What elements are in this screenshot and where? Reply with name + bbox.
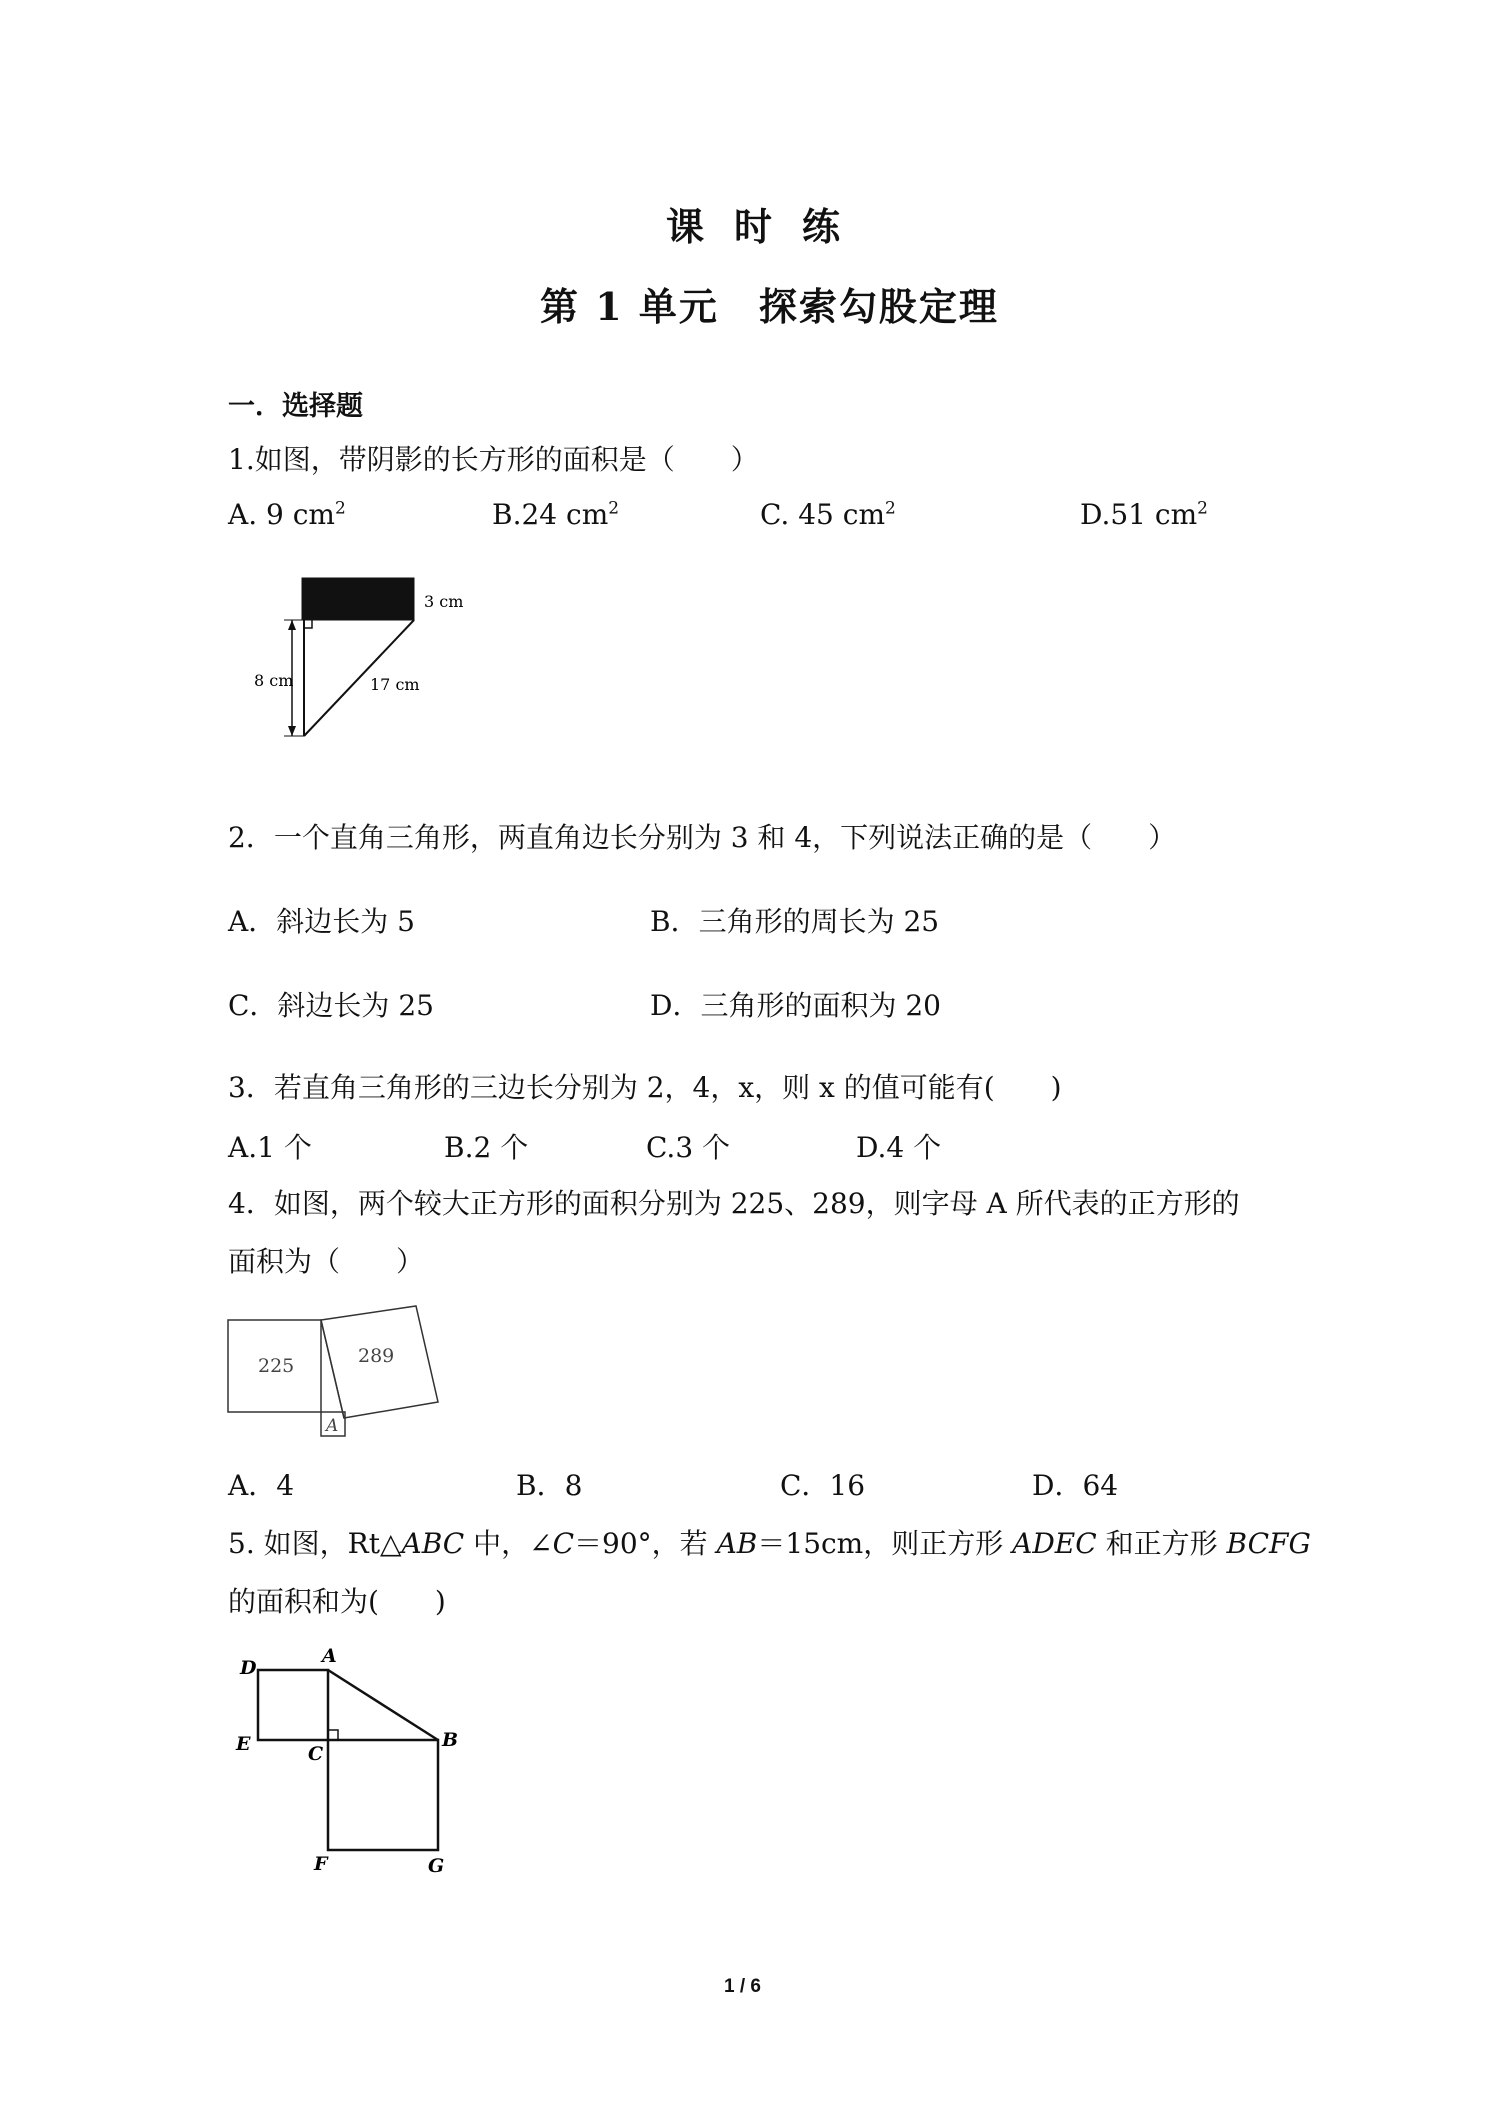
label-289: 289 xyxy=(358,1345,395,1367)
question-1-option-d: D.51 $cm^2$ xyxy=(1080,498,1208,531)
label-225: 225 xyxy=(258,1355,295,1377)
title-char: 练 xyxy=(802,204,843,249)
question-1-figure xyxy=(240,560,500,750)
label-a: A xyxy=(322,1645,337,1667)
question-3-option-d: D.4 个 xyxy=(856,1131,942,1164)
square-adec xyxy=(258,1670,328,1740)
question-1-option-a: A. 9 $cm^2$ xyxy=(228,498,346,531)
label-b: B xyxy=(442,1729,459,1751)
question-4-stem-line1: 4．如图，两个较大正方形的面积分别为 225、289，则字母 A 所代表的正方形的 xyxy=(228,1187,1240,1220)
question-5-stem-line1: 5. 如图，Rt△ABC 中，∠C＝90°，若 AB＝15cm，则正方形 ADEC 和正方形 BCFG xyxy=(228,1527,1311,1560)
title-char: 时 xyxy=(734,204,775,249)
question-1-option-b: B.24 $cm^2$ xyxy=(492,498,620,531)
question-4-figure xyxy=(224,1300,454,1450)
section-heading: 一．选择题 xyxy=(228,391,363,422)
question-4-option-c: C．16 xyxy=(780,1469,866,1502)
question-3-option-a: A.1 个 xyxy=(228,1131,312,1164)
page-title xyxy=(652,196,856,251)
question-1-option-c: C. 45 $cm^2$ xyxy=(760,498,896,531)
label-a: A xyxy=(326,1416,339,1436)
question-3-option-c: C.3 个 xyxy=(646,1131,731,1164)
question-5-figure xyxy=(228,1640,468,1880)
question-5-stem-line2: 的面积和为( ) xyxy=(228,1585,446,1618)
page-subtitle: 第 1 单元 探索勾股定理 xyxy=(540,284,999,329)
question-3-option-b: B.2 个 xyxy=(444,1131,529,1164)
square-bcfg xyxy=(328,1740,438,1850)
question-3-stem: 3．若直角三角形的三边长分别为 2，4，x，则 x 的值可能有( ) xyxy=(228,1071,1062,1104)
question-4-option-d: D．64 xyxy=(1032,1469,1119,1502)
label-e: E xyxy=(236,1733,251,1755)
shaded-rectangle xyxy=(302,578,414,620)
question-4-option-b: B．8 xyxy=(516,1469,583,1502)
question-2-stem: 2．一个直角三角形，两直角边长分别为 3 和 4，下列说法正确的是（ ） xyxy=(228,821,1177,854)
label-d: D xyxy=(240,1657,257,1679)
question-2-option-b: B．三角形的周长为 25 xyxy=(650,905,940,938)
question-2-option-c: C．斜边长为 25 xyxy=(228,989,434,1022)
label-c: C xyxy=(308,1743,324,1765)
question-2-option-d: D．三角形的面积为 20 xyxy=(650,989,941,1022)
label-f: F xyxy=(314,1853,328,1875)
question-4-stem-line2: 面积为（ ） xyxy=(228,1245,425,1278)
question-2-option-a: A．斜边长为 5 xyxy=(228,905,415,938)
question-4-option-a: A．4 xyxy=(228,1469,295,1502)
title-char: 课 xyxy=(666,204,707,249)
question-1-stem: 1.如图，带阴影的长方形的面积是（ ） xyxy=(228,443,759,476)
label-g: G xyxy=(428,1855,445,1877)
label-17cm: 17 cm xyxy=(370,675,420,694)
label-3cm: 3 cm xyxy=(424,592,464,611)
label-8cm: 8 cm xyxy=(254,671,294,690)
page-number: 1 / 6 xyxy=(724,1976,761,1997)
